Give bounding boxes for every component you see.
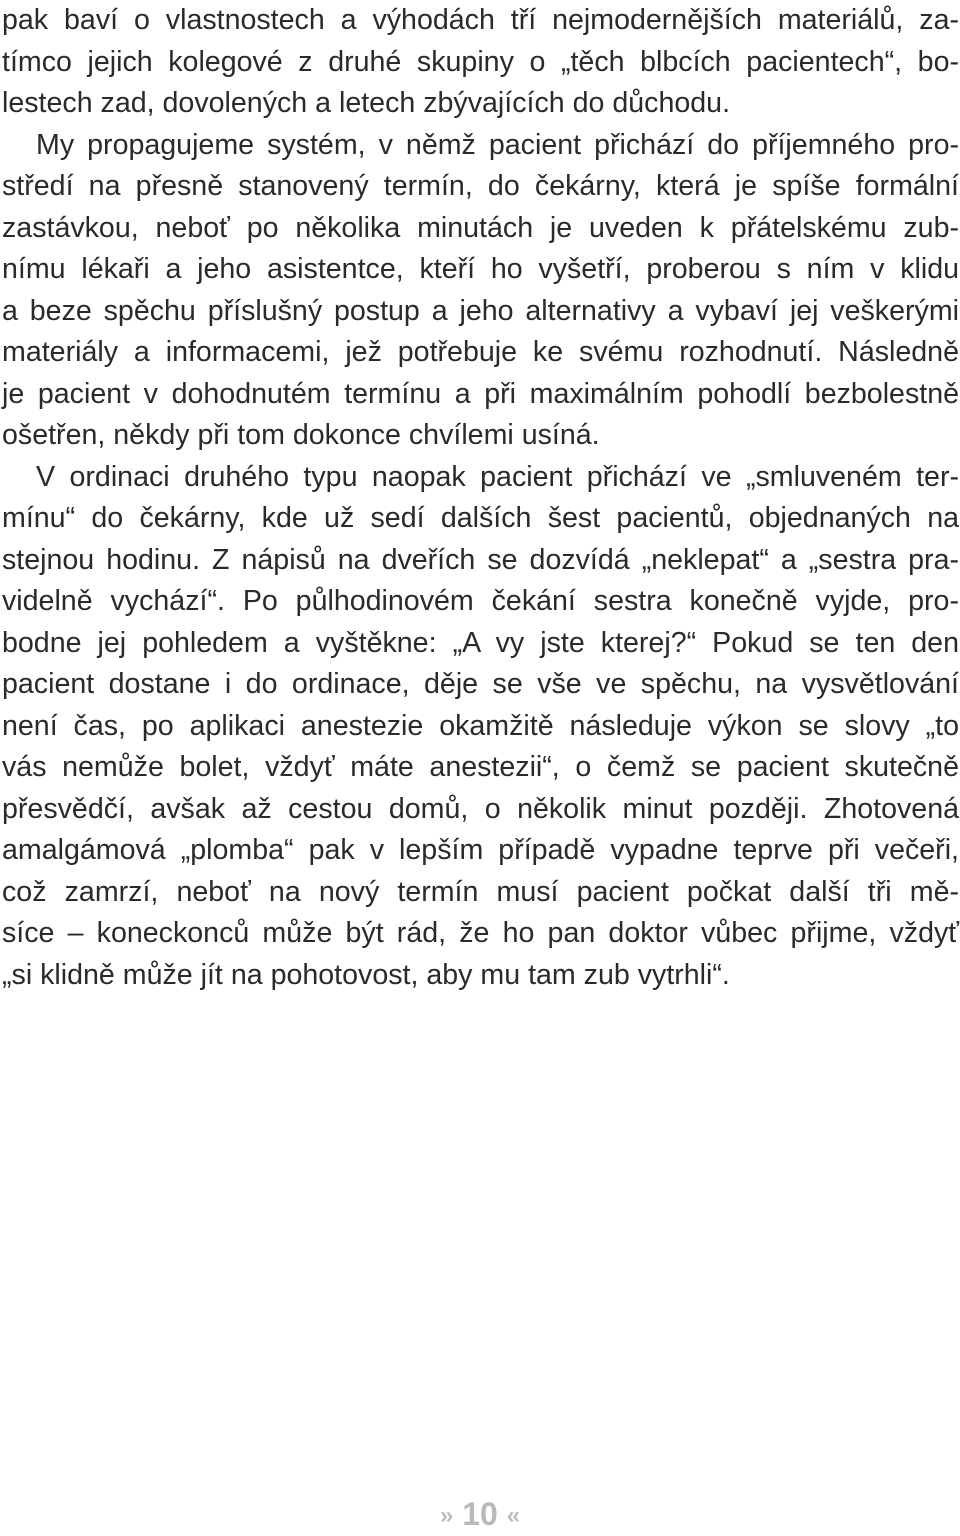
page-number	[0, 1494, 960, 1536]
page-number-right-mark: «	[506, 1502, 521, 1529]
text-line: My propagujeme systém, v němž pacient přichází do příjemného pro-	[36, 128, 959, 161]
text-line: tímco jejich kolegové z druhé skupiny o „těch blbcích pacientech“, bo-	[2, 45, 959, 78]
text-line: pak baví o vlastnostech a výhodách tří nejmodernějších materiálů, za-	[2, 4, 959, 36]
text-line: V ordinaci druhého typu naopak pacient přichází ve „smluveném ter-	[36, 460, 959, 493]
text-line: přesvědčí, avšak až cestou domů, o několik minut později. Zhotovená	[2, 792, 959, 825]
body-text	[2, 0, 959, 996]
text-line: ošetřen, někdy při tom dokonce chvílemi usíná.	[2, 419, 600, 451]
text-line: mínu“ do čekárny, kde už sedí dalších šest pacientů, objednaných na	[2, 502, 959, 534]
text-line: není čas, po aplikaci anestezie okamžitě následuje výkon se slovy „to	[2, 709, 959, 742]
text-line: středí na přesně stanovený termín, do čekárny, která je spíše formální	[2, 170, 959, 202]
text-line: síce – koneckonců může být rád, že ho pan doktor vůbec přijme, vždyť	[2, 917, 959, 949]
text-line: amalgámová „plomba“ pak v lepším případě vypadne teprve při večeři,	[2, 834, 959, 866]
page-number-left-mark: »	[439, 1502, 454, 1529]
text-line: „si klidně může jít na pohotovost, aby mu tam zub vytrhli“.	[2, 958, 730, 991]
text-line: bodne jej pohledem a vyštěkne: „A vy jste kterej?“ Pokud se ten den	[2, 626, 959, 659]
text-line: zastávkou, neboť po několika minutách je uveden k přátelskému zub-	[2, 211, 959, 244]
text-line: je pacient v dohodnutém termínu a při maximálním pohodlí bezbolestně	[2, 377, 959, 410]
text-line: videlně vychází“. Po půlhodinovém čekání sestra konečně vyjde, pro-	[2, 585, 959, 617]
text-line: což zamrzí, neboť na nový termín musí pacient počkat další tři mě-	[2, 875, 959, 908]
text-line: a beze spěchu příslušný postup a jeho alternativy a vybaví jej veškerými	[2, 294, 959, 327]
text-line: vás nemůže bolet, vždyť máte anestezii“, o čemž se pacient skutečně	[2, 751, 959, 783]
text-line: pacient dostane i do ordinace, děje se vše ve spěchu, na vysvětlování	[2, 668, 959, 700]
page-number-value: 10	[462, 1496, 498, 1532]
text-line: stejnou hodinu. Z nápisů na dveřích se dozvídá „neklepat“ a „sestra pra-	[2, 543, 959, 576]
text-line: nímu lékaři a jeho asistentce, kteří ho vyšetří, proberou s ním v klidu	[2, 253, 959, 285]
text-line: materiály a informacemi, jež potřebuje ke svému rozhodnutí. Následně	[2, 336, 959, 368]
text-line: lestech zad, dovolených a letech zbývajících do důchodu.	[2, 87, 731, 119]
